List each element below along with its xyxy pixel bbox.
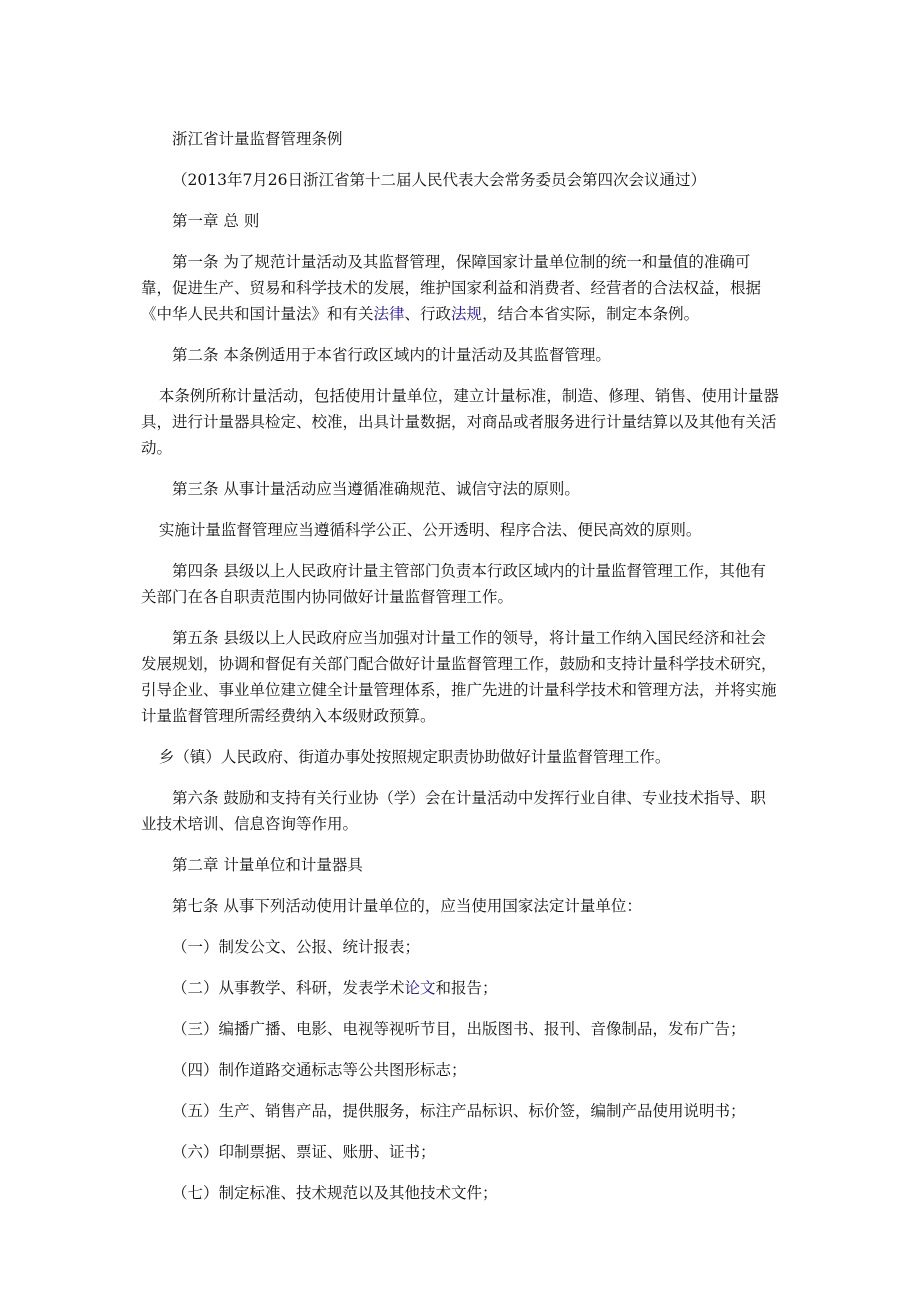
article-7: 第七条 从事下列活动使用计量单位的，应当使用国家法定计量单位： bbox=[172, 897, 642, 915]
list-item-1: （一）制发公文、公报、统计报表； bbox=[172, 938, 421, 956]
regulation-link[interactable]: 法规 bbox=[451, 305, 483, 323]
list-item-2-text-a: （二）从事教学、科研，发表学术 bbox=[172, 979, 405, 997]
article-6: 第六条 鼓励和支持有关行业协（学）会在计量活动中发挥行业自律、专业技术指导、职业技术培训、信息咨询等作用。 bbox=[141, 789, 766, 833]
list-item-2 bbox=[141, 975, 781, 1001]
article-1-text-a: 第一条 为了规范计量活动及其监督管理，保障国家计量单位制的统一和量值的准确可靠，促进生产、贸易和科学技术的发展，维护国家利益和消费者、经营者的合法权益，根据《中华人民共和国计量法》和有关 bbox=[141, 253, 762, 323]
article-5-paragraph-2: 乡（镇）人民政府、街道办事处按照规定职责协助做好计量监督管理工作。 bbox=[158, 748, 671, 766]
list-item-4: （四）制作道路交通标志等公共图形标志； bbox=[172, 1061, 467, 1079]
law-link[interactable]: 法律 bbox=[373, 305, 405, 323]
thesis-link[interactable]: 论文 bbox=[404, 979, 436, 997]
list-item-3: （三）编播广播、电影、电视等视听节目，出版图书、报刊、音像制品，发布广告； bbox=[172, 1020, 746, 1038]
article-2: 第二条 本条例适用于本省行政区域内的计量活动及其监督管理。 bbox=[172, 346, 611, 364]
article-1 bbox=[141, 249, 781, 327]
list-item-5: （五）生产、销售产品，提供服务，标注产品标识、标价签，编制产品使用说明书； bbox=[172, 1102, 746, 1120]
chapter-2-heading: 第二章 计量单位和计量器具 bbox=[172, 856, 363, 874]
list-item-6: （六）印制票据、票证、账册、证书； bbox=[172, 1143, 436, 1161]
chapter-1-heading: 第一章 总 则 bbox=[172, 212, 260, 230]
list-item-7: （七）制定标准、技术规范以及其他技术文件； bbox=[172, 1184, 498, 1202]
article-1-text-b: 、行政 bbox=[404, 305, 452, 323]
article-1-text-c: ，结合本省实际，制定本条例。 bbox=[482, 305, 700, 323]
article-5: 第五条 县级以上人民政府应当加强对计量工作的领导，将计量工作纳入国民经济和社会发展规划，协调和督促有关部门配合做好计量监督管理工作，鼓励和支持计量科学技术研究，引导企业、事业单位建立健全计量管理体系，推广先进的计量科学技术和管理方法，并将实施计量监督管理所需经费纳入本级财政预算。 bbox=[141, 629, 777, 725]
adoption-note: （2013年7月26日浙江省第十二届人民代表大会常务委员会第四次会议通过） bbox=[172, 171, 707, 189]
article-4: 第四条 县级以上人民政府计量主管部门负责本行政区域内的计量监督管理工作，其他有关部门在各自职责范围内协同做好计量监督管理工作。 bbox=[141, 562, 766, 606]
article-2-paragraph-2: 本条例所称计量活动，包括使用计量单位，建立计量标准，制造、修理、销售、使用计量器具，进行计量器具检定、校准，出具计量数据，对商品或者服务进行计量结算以及其他有关活动。 bbox=[141, 387, 779, 457]
list-item-2-text-b: 和报告； bbox=[435, 979, 498, 997]
article-3-paragraph-2: 实施计量监督管理应当遵循科学公正、公开透明、程序合法、便民高效的原则。 bbox=[158, 521, 702, 539]
document-title: 浙江省计量监督管理条例 bbox=[172, 130, 343, 148]
article-3: 第三条 从事计量活动应当遵循准确规范、诚信守法的原则。 bbox=[172, 480, 580, 498]
document-body bbox=[141, 126, 781, 1221]
